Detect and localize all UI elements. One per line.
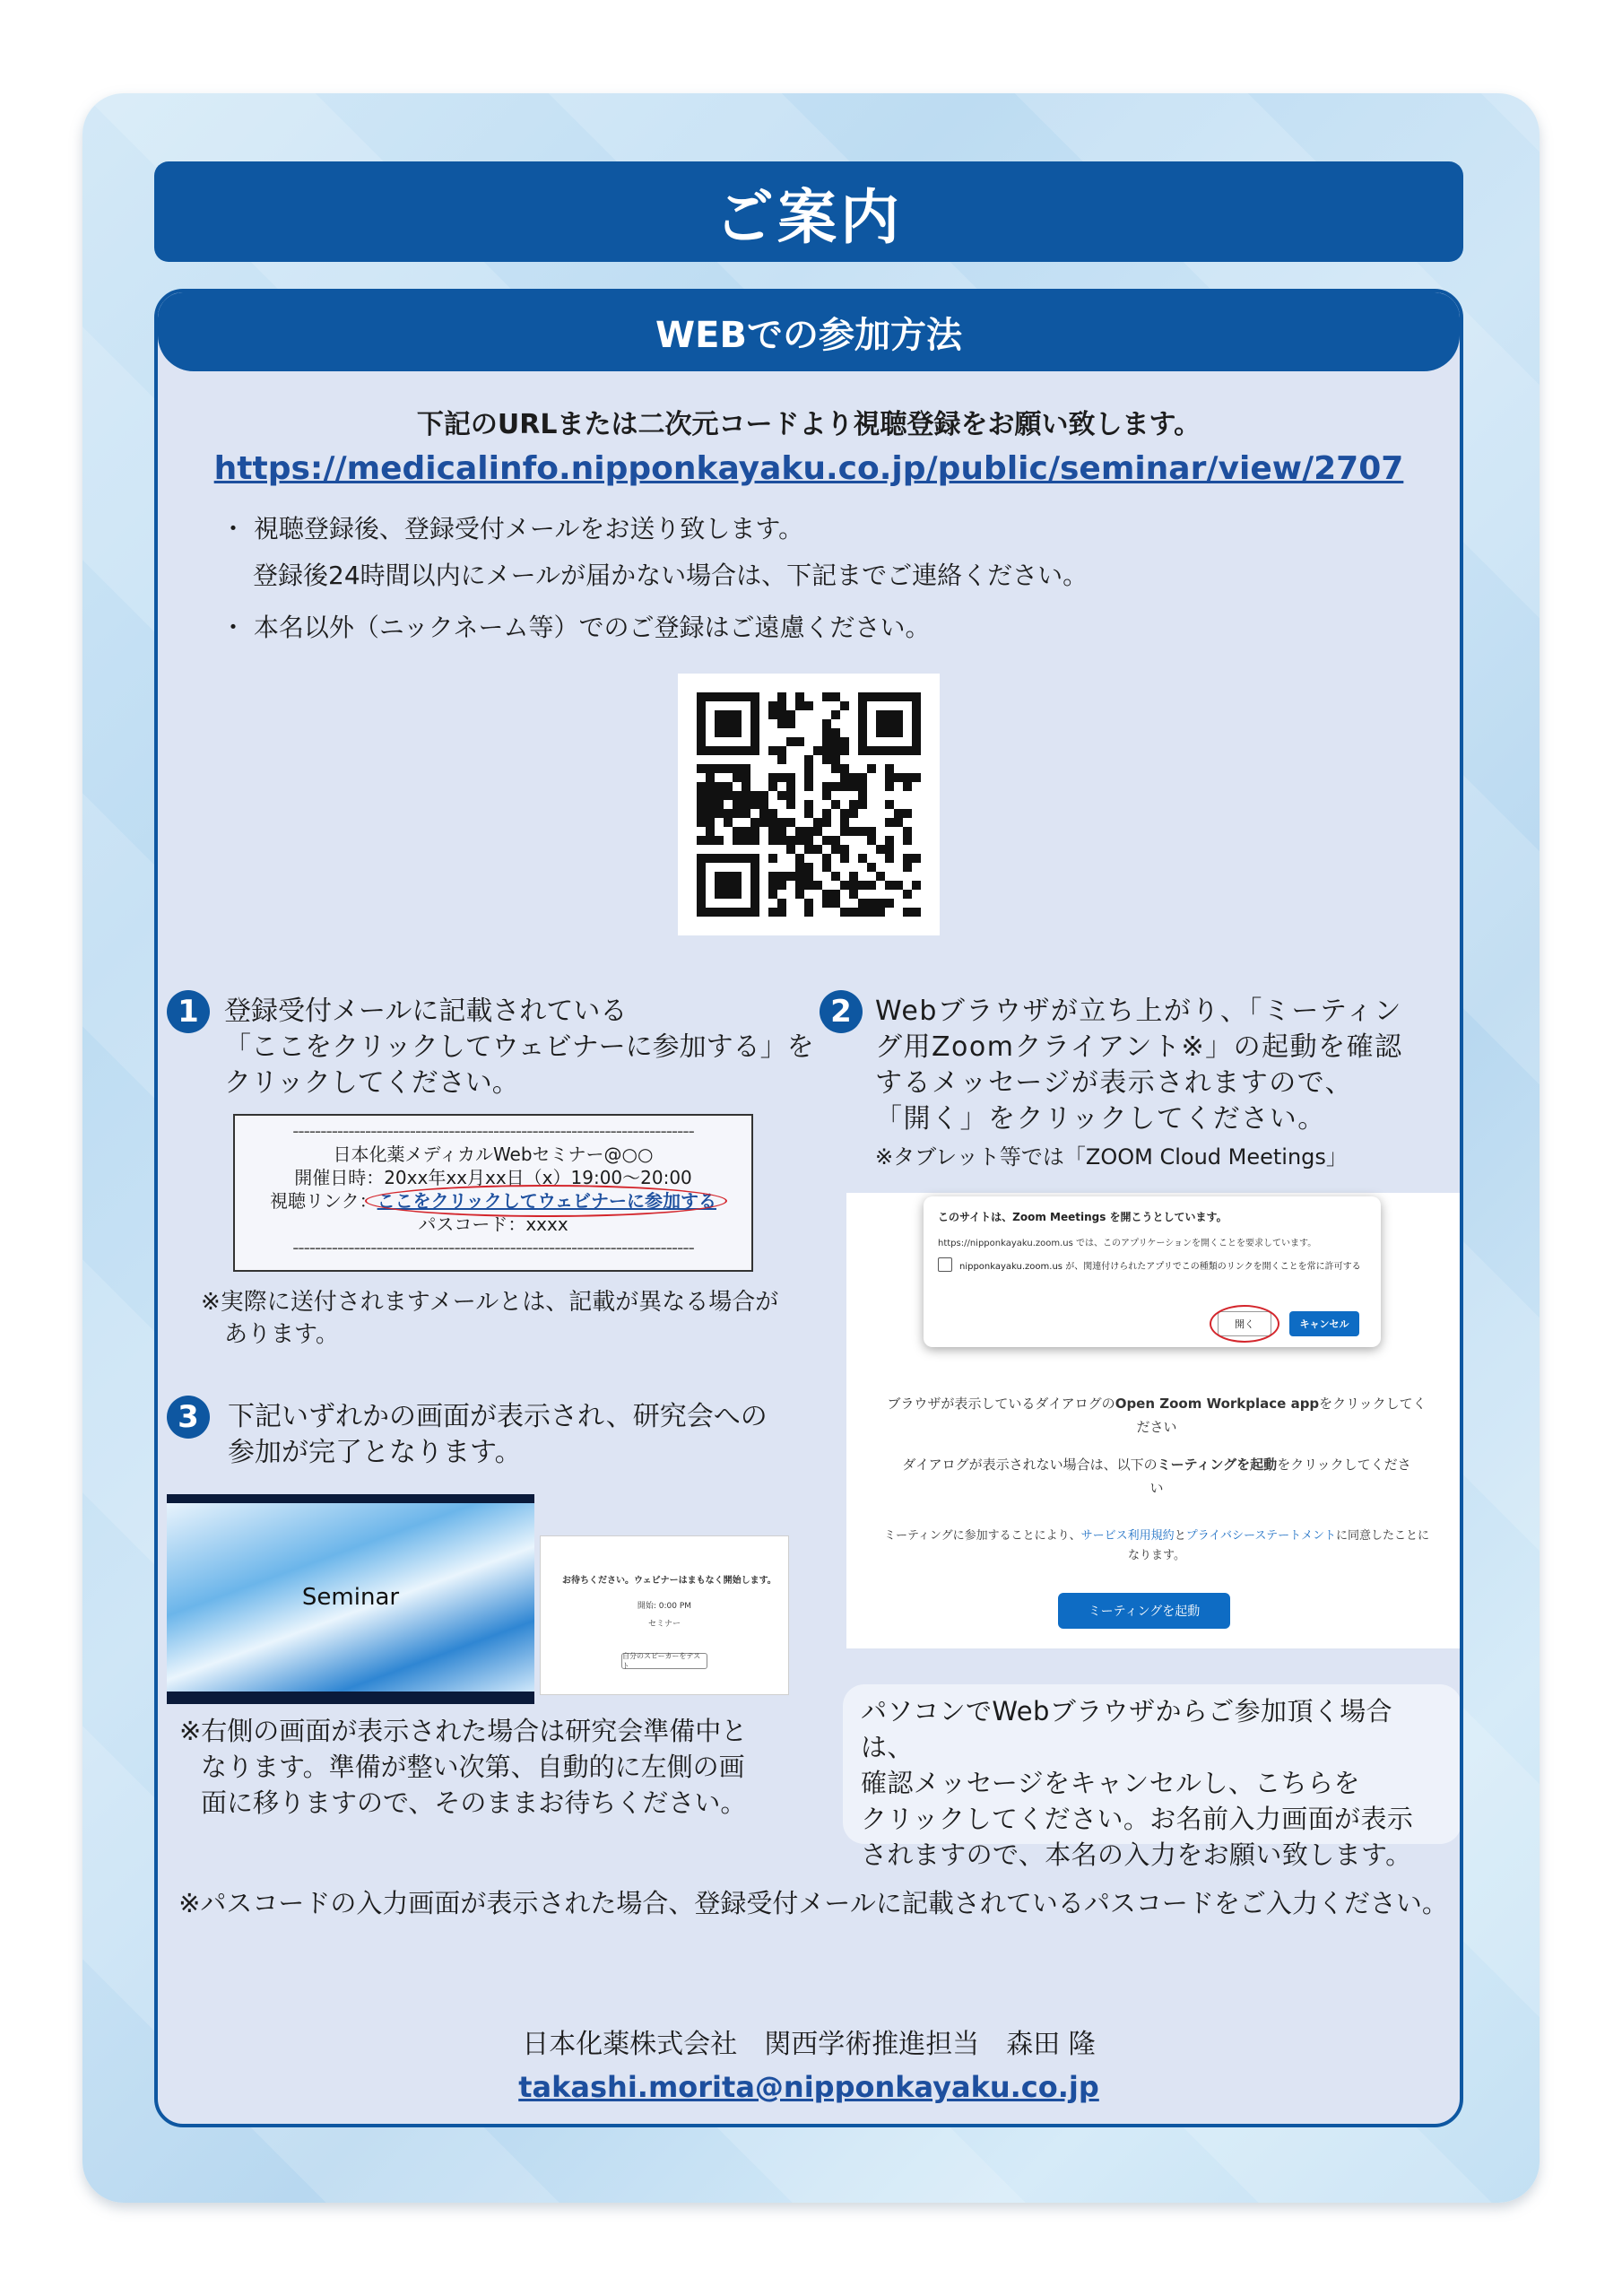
qr-code[interactable] — [678, 674, 940, 935]
launch-meeting-text: ミーティングを起動 — [1157, 1457, 1278, 1473]
lead-text: 下記のURLまたは二次元コードより視聴登録をお願い致します。 — [416, 409, 1201, 440]
step-1-note-line: ※実際に送付されますメールとは、記載が異なる場合が — [201, 1289, 779, 1316]
step-2-line: 「開く」をクリックしてください。 — [875, 1103, 1326, 1135]
launch-text: ださい — [1136, 1419, 1177, 1435]
dialog-title: このサイトは、Zoom Meetings を開こうとしています。 — [938, 1211, 1227, 1223]
step-2-subnote: ※タブレット等では「ZOOM Cloud Meetings」 — [875, 1144, 1348, 1170]
bullet-2: ・ 本名以外（ニックネーム等）でのご登録はご遠慮ください。 — [221, 613, 931, 642]
dialog-subtitle: https://nipponkayaku.zoom.us では、このアプリケーションを開くことを要求しています。 — [938, 1239, 1317, 1248]
terms-text: ミーティングに参加することにより、 — [883, 1529, 1081, 1543]
step-1-line: クリックしてください。 — [224, 1067, 519, 1099]
always-allow-label: nipponkayaku.zoom.us が、関連付けられたアプリでこの種類のリンクを開くことを常に許可する — [959, 1261, 1361, 1272]
browser-dialog — [924, 1196, 1381, 1347]
launch-instruction-2 — [846, 1453, 1463, 1500]
launch-text: をクリックしてくださ — [1277, 1457, 1411, 1473]
step-1-line: 「ここをクリックしてウェビナーに参加する」を — [224, 1031, 814, 1063]
launch-text: ダイアログが表示されない場合は、以下の — [902, 1457, 1158, 1473]
terms-of-service-link[interactable]: サービス利用規約 — [1080, 1529, 1175, 1543]
terms-text: と — [1174, 1529, 1186, 1543]
step-3-note — [179, 1713, 747, 1821]
step-2-line: Webブラウザが立ち上がり、「ミーティン — [875, 996, 1403, 1027]
pc-note-line: されますので、本名の入力をお願い致します。 — [861, 1839, 1412, 1870]
seminar-screen-screenshot — [167, 1494, 534, 1704]
contact-email-link[interactable]: takashi.morita@nipponkayaku.co.jp — [518, 2070, 1099, 2104]
step-3-line: 参加が完了となります。 — [228, 1437, 522, 1468]
open-button-label: 開く — [1235, 1318, 1254, 1330]
step-3-line: 下記いずれかの画面が表示され、研究会への — [228, 1401, 768, 1432]
web-participation-panel — [154, 289, 1463, 2127]
webinar-join-link-text: ここをクリックしてウェビナーに参加する — [377, 1190, 716, 1212]
step-2-line: するメッセージが表示されますので、 — [875, 1067, 1354, 1099]
waiting-webinar-name: セミナー — [647, 1620, 681, 1629]
test-speaker-button[interactable]: 自分のスピーカーをテスト — [621, 1653, 707, 1669]
open-zoom-app-text: Open Zoom Workplace app — [1115, 1396, 1320, 1412]
page-title: ご案内 — [154, 161, 1463, 262]
pc-note-line: クリックしてください。お名前入力画面が表示 — [861, 1804, 1414, 1834]
waiting-message: お待ちください。ウェビナーはまもなく開始します。 — [562, 1576, 776, 1586]
step-1-note-line: あります。 — [224, 1321, 339, 1348]
step-3-note-line: なります。準備が整い次第、自動的に左側の画 — [201, 1752, 745, 1782]
step-3-note-line: ※右側の画面が表示された場合は研究会準備中と — [179, 1716, 748, 1746]
pc-note-line: 確認メッセージをキャンセルし、こちらを — [861, 1768, 1360, 1798]
highlight-oval — [365, 1185, 727, 1217]
mail-datetime: 開催日時：20xx年xx月xx日（x）19:00～20:00 — [294, 1167, 692, 1188]
bullet-1: ・ 視聴登録後、登録受付メールをお送り致します。 — [221, 514, 804, 544]
qr-code-graphic — [697, 692, 921, 917]
launch-text: い — [1149, 1480, 1164, 1496]
step-1-text — [224, 994, 814, 1101]
launch-text: をクリックしてく — [1319, 1396, 1427, 1412]
step-3-badge: 3 — [167, 1396, 210, 1439]
always-allow-checkbox[interactable] — [938, 1257, 952, 1272]
privacy-statement-link[interactable]: プライバシーステートメント — [1185, 1529, 1337, 1543]
mail-divider: ------------------------------------------------------------------------ — [292, 1237, 694, 1258]
mail-divider: ------------------------------------------------------------------------ — [292, 1120, 694, 1142]
mail-title: 日本化薬メディカルWebセミナー@○○ — [333, 1144, 654, 1165]
cancel-button[interactable]: キャンセル — [1289, 1311, 1359, 1336]
step-3-note-line: 面に移りますので、そのままお待ちください。 — [201, 1787, 747, 1818]
step-1-line: 登録受付メールに記載されている — [224, 996, 628, 1027]
zoom-launch-screenshot — [846, 1193, 1463, 1648]
waiting-start-time: 開始: 0:00 PM — [637, 1602, 692, 1611]
launch-instruction-1 — [846, 1392, 1463, 1439]
highlight-oval — [1210, 1305, 1279, 1343]
pc-browser-note — [843, 1684, 1462, 1870]
launch-text: ブラウザが表示しているダイアログの — [887, 1396, 1115, 1412]
mail-passcode: パスコード：xxxx — [418, 1213, 568, 1235]
mail-link-line — [235, 1189, 751, 1213]
step-2-text — [875, 994, 1403, 1137]
open-button[interactable] — [1218, 1311, 1271, 1336]
pc-note-line: パソコンでWebブラウザからご参加頂く場合は、 — [861, 1696, 1393, 1762]
bullet-1-cont: 登録後24時間以内にメールが届かない場合は、下記までご連絡ください。 — [253, 561, 1089, 590]
waiting-screen-screenshot — [540, 1535, 789, 1695]
seminar-url-link[interactable]: https://medicalinfo.nipponkayaku.co.jp/public/seminar/view/2707 — [213, 450, 1404, 487]
passcode-note: ※パスコードの入力画面が表示された場合、登録受付メールに記載されているパスコードをご入力ください。 — [178, 1888, 1448, 1918]
step-2-line: グ用Zoomクライアント※」の起動を確認 — [875, 1031, 1403, 1063]
step-1-badge: 1 — [167, 990, 210, 1033]
panel-title: WEBでの参加方法 — [158, 292, 1460, 371]
sample-mail — [233, 1114, 753, 1272]
step-2-badge: 2 — [820, 990, 863, 1033]
dialog-checkbox-row — [938, 1257, 1366, 1272]
terms-text: に同意したことに — [1336, 1529, 1430, 1543]
seminar-video: Seminar — [167, 1503, 534, 1692]
webinar-join-link[interactable] — [377, 1190, 716, 1212]
step-1-note — [201, 1286, 778, 1351]
contact-name: 日本化薬株式会社 関西学術推進担当 森田 隆 — [522, 2029, 1096, 2060]
launch-meeting-button[interactable]: ミーティングを起動 — [1058, 1593, 1230, 1629]
step-3-text — [228, 1399, 768, 1471]
mail-link-label: 視聴リンク： — [269, 1190, 377, 1212]
terms-text: なります。 — [1128, 1549, 1185, 1562]
launch-terms — [846, 1526, 1463, 1566]
